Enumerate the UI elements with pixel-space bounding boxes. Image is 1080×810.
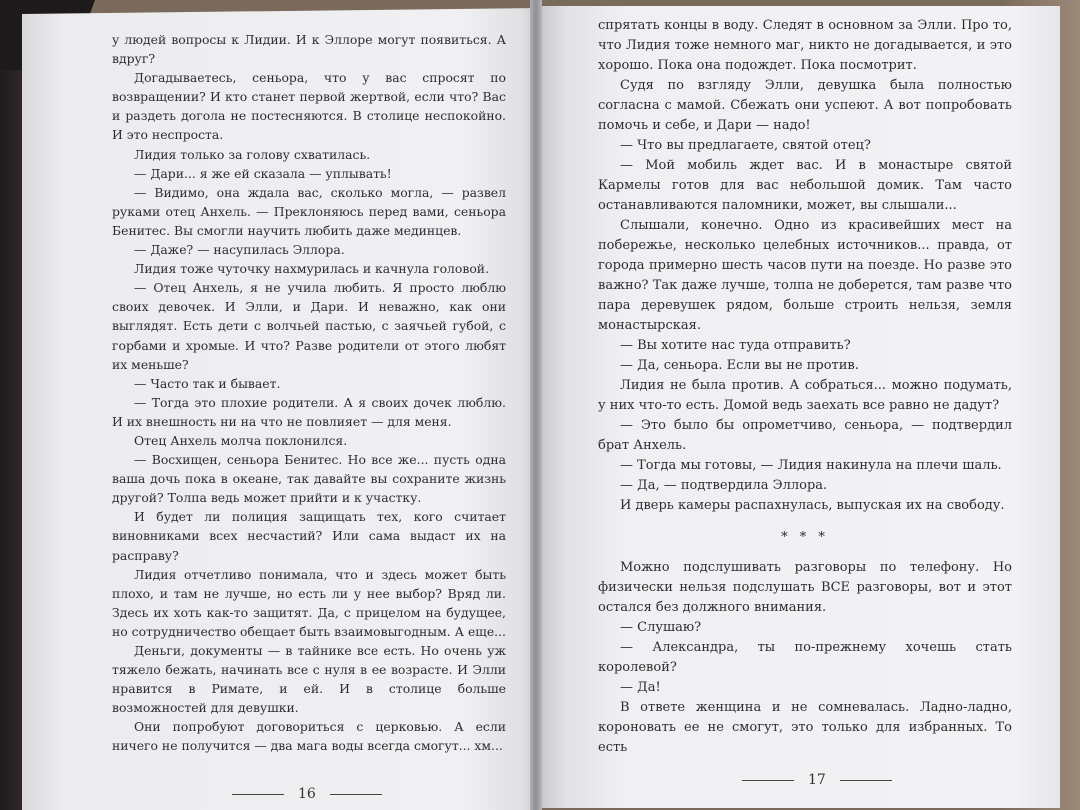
right-page-text xyxy=(598,16,1012,758)
left-page-text xyxy=(112,30,506,756)
left-page-number: 16 xyxy=(298,786,316,802)
paragraph: — Да, — подтвердила Эллора. xyxy=(620,478,828,493)
paragraph: Отец Анхель молча поклонился. xyxy=(134,432,348,448)
paragraph: Лидия отчетливо понимала, что и здесь может быть плохо, и там не лучше, но есть ли у нее выбор? Вряд ли. Здесь их хоть как-то защитят. Да, с прицелом на будущее, но сотрудничество обещает быть взаимовыгодным. А еще... xyxy=(112,566,506,639)
folio-rule xyxy=(742,780,794,781)
paragraph: — Восхищен, сеньора Бенитес. Но все же... пусть одна ваша дочь пока в океане, так давайте вы сохраните жизнь другой? Толпа ведь может прийти и к участку. xyxy=(112,452,506,506)
paragraph: — Тогда мы готовы, — Лидия накинула на плечи шаль. xyxy=(620,458,1002,473)
paragraph: Догадываетесь, сеньора, что у вас спросят по возвращении? И кто станет первой жертвой, если что? Вас и раздеть догола не постесняются. В столице неспокойно. И это неспроста. xyxy=(112,70,506,143)
paragraph: — Что вы предлагаете, святой отец? xyxy=(620,138,871,153)
paragraph: — Часто так и бывает. xyxy=(134,375,281,391)
section-separator: * * * xyxy=(781,530,829,545)
paragraph: — Слушаю? xyxy=(620,620,702,635)
paragraph: — Даже? — насупилась Эллора. xyxy=(134,242,345,258)
right-page-number: 17 xyxy=(808,772,826,788)
paragraph: Они попробуют договориться с церковью. А если ничего не получится — два мага воды всегда смогут... хм... xyxy=(112,719,506,754)
paragraph: у людей вопросы к Лидии. И к Эллоре могут появиться. А вдруг? xyxy=(112,32,506,67)
folio-rule xyxy=(232,794,284,795)
paragraph: — Отец Анхель, я не учила любить. Я просто люблю своих девочек. И Элли, и Дари. И неважно, как они выглядят. Есть дети с волчьей пастью, с заячьей губой, с горбами и хромые. И что? Разве родители от этого любят их меньше? xyxy=(112,280,506,372)
paragraph: В ответе женщина и не сомневалась. Ладно-ладно, короновать ее не смогут, это только для избранных. То есть xyxy=(598,700,1012,755)
right-page-folio xyxy=(728,772,906,788)
paragraph: — Это было бы опрометчиво, сеньора, — подтвердил брат Анхель. xyxy=(598,418,1012,453)
paragraph: Деньги, документы — в тайнике все есть. Но очень уж тяжело бежать, начинать все с нуля в ее возрасте. И Элли нравится в Римате, и ей. И в столице больше возможностей для девушки. xyxy=(112,643,506,716)
paragraph: И будет ли полиция защищать тех, кого считает виновниками всех несчастий? Или сама выдаст их на расправу? xyxy=(112,509,506,563)
paragraph: Лидия не была против. А собраться... можно подумать, у них что-то есть. Домой ведь заехать все равно не дадут? xyxy=(598,378,1012,413)
folio-rule xyxy=(330,794,382,795)
paragraph: Слышали, конечно. Одно из красивейших мест на побережье, несколько целебных источников... правда, от города примерно шесть часов пути на поезде. Но разве это важно? Так даже лучше, толпа не доберется, там разве что пара деревушек рядом, больше строить нельзя, земля монастырская. xyxy=(598,218,1012,333)
book-gutter xyxy=(530,0,542,810)
paragraph: — Видимо, она ждала вас, сколько могла, — развел руками отец Анхель. — Преклоняюсь перед вами, сеньора Бенитес. Вы смогли научить любить даже мединцев. xyxy=(112,184,506,238)
paragraph: — Александра, ты по-прежнему хочешь стать королевой? xyxy=(598,640,1012,675)
right-text-before-break xyxy=(598,16,1012,516)
paragraph: — Мой мобиль ждет вас. И в монастыре святой Кармелы готов для вас небольшой домик. Там часто останавливаются паломники, может, вы слышали... xyxy=(598,158,1012,213)
paragraph: Лидия только за голову схватилась. xyxy=(134,146,371,162)
paragraph: — Дари... я же ей сказала — уплывать! xyxy=(134,165,392,181)
right-text-after-break xyxy=(598,558,1012,758)
paragraph: Судя по взгляду Элли, девушка была полностью согласна с мамой. Сбежать они успеют. А вот попробовать помочь и себе, и Дари — надо! xyxy=(598,78,1012,133)
paragraph: — Тогда это плохие родители. А я своих дочек люблю. И их внешность ни на что не повлияет — для меня. xyxy=(112,394,506,429)
paragraph: Можно подслушивать разговоры по телефону. Но физически нельзя подслушать ВСЕ разговоры, вот и этот остался без должного внимания. xyxy=(598,560,1012,615)
paragraph: спрятать концы в воду. Следят в основном за Элли. Про то, что Лидия тоже немного маг, никто не догадывается, и это хорошо. Пока она подождет. Пока посмотрит. xyxy=(598,18,1012,73)
paragraph: — Да! xyxy=(620,680,661,695)
folio-rule xyxy=(840,780,892,781)
paragraph: — Да, сеньора. Если вы не против. xyxy=(620,358,859,373)
paragraph: Лидия тоже чуточку нахмурилась и качнула головой. xyxy=(134,261,490,277)
left-page-folio xyxy=(218,786,396,802)
paragraph: — Вы хотите нас туда отправить? xyxy=(620,338,851,353)
paragraph: И дверь камеры распахнулась, выпуская их на свободу. xyxy=(620,498,1005,513)
